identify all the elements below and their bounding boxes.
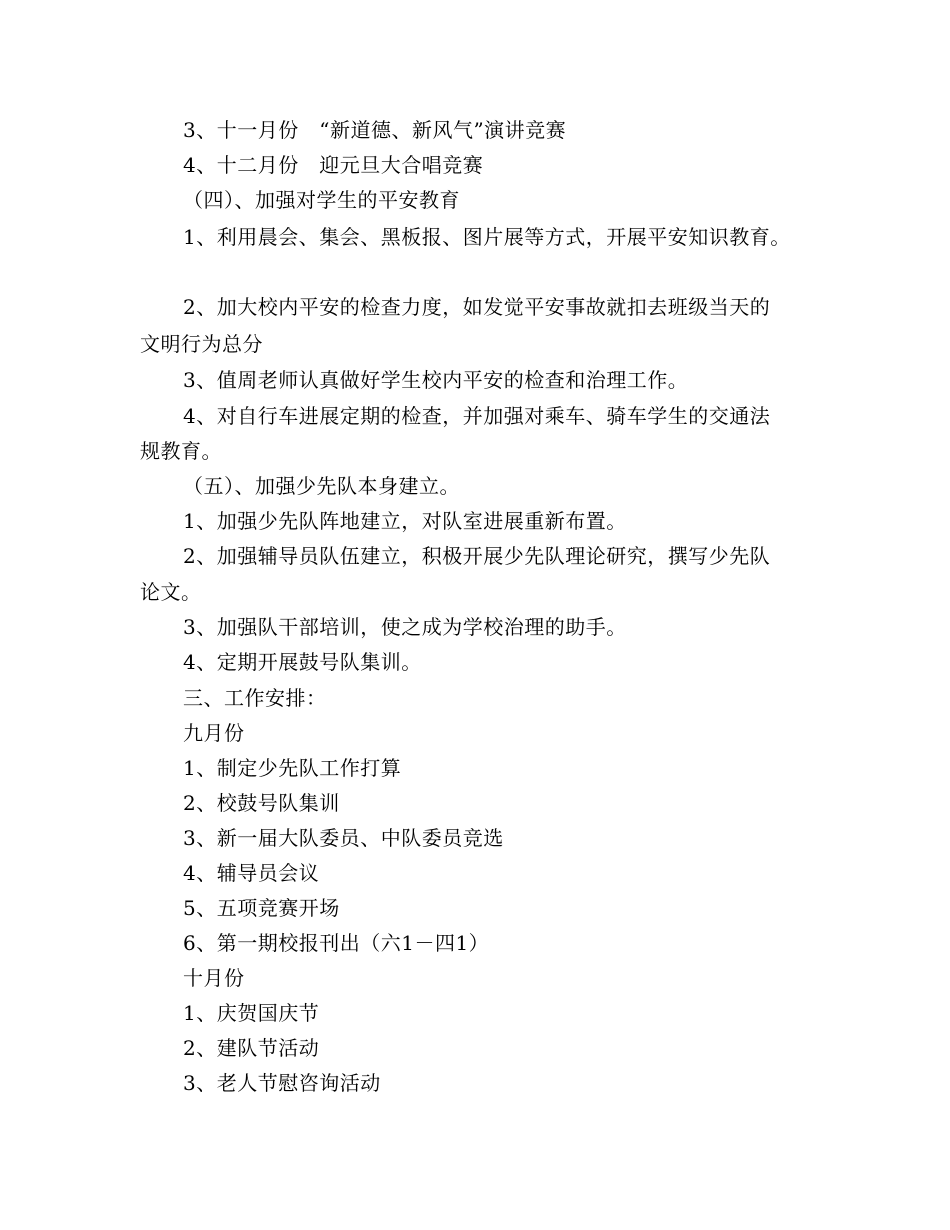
text-line-19: 2、校鼓号队集训	[183, 791, 340, 815]
text-line-25: 1、庆贺国庆节	[183, 1001, 320, 1025]
text-line-8: 4、对自行车进展定期的检查，并加强对乘车、骑车学生的交通法	[183, 404, 771, 428]
text-line-12: 2、加强辅导员队伍建立，积极开展少先队理论研究，撰写少先队	[183, 544, 771, 568]
text-line-18: 1、制定少先队工作打算	[183, 756, 402, 780]
text-line-4: 1、利用晨会、集会、黑板报、图片展等方式，开展平安知识教育。	[183, 225, 791, 249]
text-line-2: 4、十二月份 迎元旦大合唱竞赛	[183, 153, 484, 177]
text-line-14: 3、加强队干部培训，使之成为学校治理的助手。	[183, 615, 627, 639]
text-line-21: 4、辅导员会议	[183, 861, 320, 885]
section-heading-3: 三、工作安排：	[183, 686, 327, 710]
section-heading-5: （五）、加强少先队本身建立。	[183, 474, 460, 498]
text-line-11: 1、加强少先队阵地建立，对队室进展重新布置。	[183, 509, 627, 533]
text-line-9: 规教育。	[140, 439, 222, 463]
text-line-13: 论文。	[140, 580, 202, 604]
text-line-27: 3、老人节慰咨询活动	[183, 1071, 381, 1095]
text-line-23: 6、第一期校报刊出（六1－四1）	[183, 931, 490, 955]
text-line-6: 文明行为总分	[140, 332, 263, 356]
text-line-20: 3、新一届大队委员、中队委员竞选	[183, 826, 504, 850]
month-heading-september: 九月份	[183, 721, 245, 745]
text-line-26: 2、建队节活动	[183, 1036, 320, 1060]
text-line-5: 2、加大校内平安的检查力度，如发觉平安事故就扣去班级当天的	[183, 295, 771, 319]
text-line-1: 3、十一月份 “新道德、新风气”演讲竞赛	[183, 118, 567, 142]
month-heading-october: 十月份	[183, 966, 245, 990]
section-heading-4: （四）、加强对学生的平安教育	[183, 188, 460, 212]
text-line-7: 3、值周老师认真做好学生校内平安的检查和治理工作。	[183, 368, 689, 392]
text-line-22: 5、五项竞赛开场	[183, 896, 340, 920]
text-line-15: 4、定期开展鼓号队集训。	[183, 650, 422, 674]
